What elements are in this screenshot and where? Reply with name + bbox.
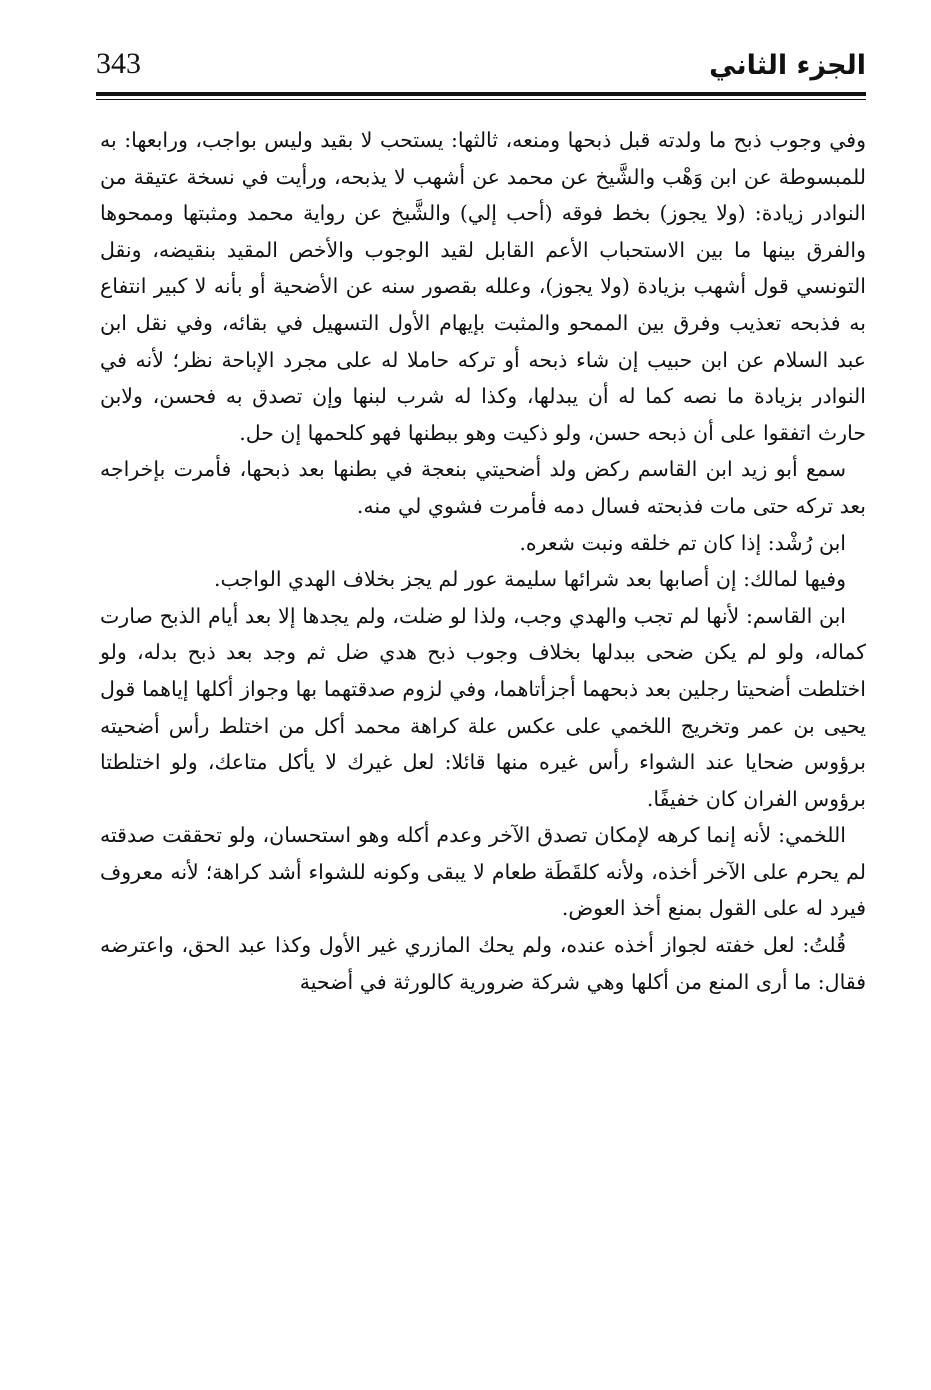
- page-number: 343: [96, 47, 141, 80]
- paragraph: سمع أبو زيد ابن القاسم ركض ولد أضحيتي بنعجة في بطنها بعد ذبحها، فأمرت بإخراجه بعد تركه حتى مات فذبحته فسال دمه فأمرت فشوي لي منه.: [100, 457, 866, 518]
- paragraph: ابن رُشْد: إذا كان تم خلقه ونبت شعره.: [519, 530, 846, 555]
- paragraph: ابن القاسم: لأنها لم تجب والهدي وجب، ولذا لو ضلت، ولم يجدها إلا بعد أيام الذبح صارت كماله، ولو لم يكن ضحى ببدلها بخلاف وجوب ذبح هدي ضل ثم وجد بعد ذبح بدله، ولو اختلطت أضحيتا رجلين بعد ذبحهما أجزأتاهما، وفي لزوم صدقتهما بها وجواز أكلها إياهما قول يحيى بن عمر وتخريج اللخمي على عكس علة كراهة محمد أكل من اختلط رأس أضحيته برؤوس ضحايا عند الشواء رأس غيره منها قائلا: لعل غيرك لا يأكل متاعك، ولو اختلطتا برؤوس الفران كان خفيفًا.: [100, 603, 866, 811]
- body-text: [100, 122, 866, 1000]
- paragraph: وفيها لمالك: إن أصابها بعد شرائها سليمة عور لم يجز بخلاف الهدي الواجب.: [213, 567, 846, 592]
- paragraph: قُلتُ: لعل خفته لجواز أخذه عنده، ولم يحك المازري غير الأول وكذا عبد الحق، واعترضه فقال: ما أرى المنع من أكلها وهي شركة ضرورية كالورثة في أضحية: [100, 933, 866, 994]
- header-rule-thin: [96, 99, 866, 100]
- running-title: الجزء الثاني: [709, 50, 866, 81]
- paragraph: اللخمي: لأنه إنما كرهه لإمكان تصدق الآخر وعدم أكله وهو استحسان، ولو تحققت صدقته لم يحرم على الآخر أخذه، ولأنه كلقَطَة طعام لا يبقى وكونه للشواء أشد كراهة؛ لأنه معروف فيرد له على القول بمنع أخذ العوض.: [100, 823, 866, 921]
- page-header: [96, 44, 866, 92]
- header-rule-thick: [96, 92, 866, 96]
- paragraph: وفي وجوب ذبح ما ولدته قبل ذبحها ومنعه، ثالثها: يستحب لا بقيد وليس بواجب، ورابعها: به للمبسوطة عن ابن وَهْب والشَّيخ عن محمد عن أشهب لا يذبحه، ورأيت في نسخة عتيقة من النوادر زيادة: (ولا يجوز) بخط فوقه (أحب إلي) والشَّيخ عن رواية محمد ومثبتها وممحوها والفرق بينها ما بين الاستحباب الأعم القابل لقيد الوجوب والأخص المقيد بنقيضه، ونقل التونسي قول أشهب بزيادة (ولا يجوز)، وعلله بقصور سنه عن الأضحية أو بأنه لا كبير انتفاع به فذبحه تعذيب وفرق بين الممحو والمثبت بإيهام الأول التسهيل في بقائه، وفي نقل ابن عبد السلام عن ابن حبيب إن شاء ذبحه أو تركه حاملا له على مجرد الإباحة نظر؛ لأنه في النوادر بزيادة ما نصه كما له أن يبدلها، وكذا له شرب لبنها وإن تصدق به فحسن، ولابن حارث اتفقوا على أن ذبحه حسن، ولو ذكيت وهو ببطنها فهو كلحمها إن حل.: [100, 128, 866, 445]
